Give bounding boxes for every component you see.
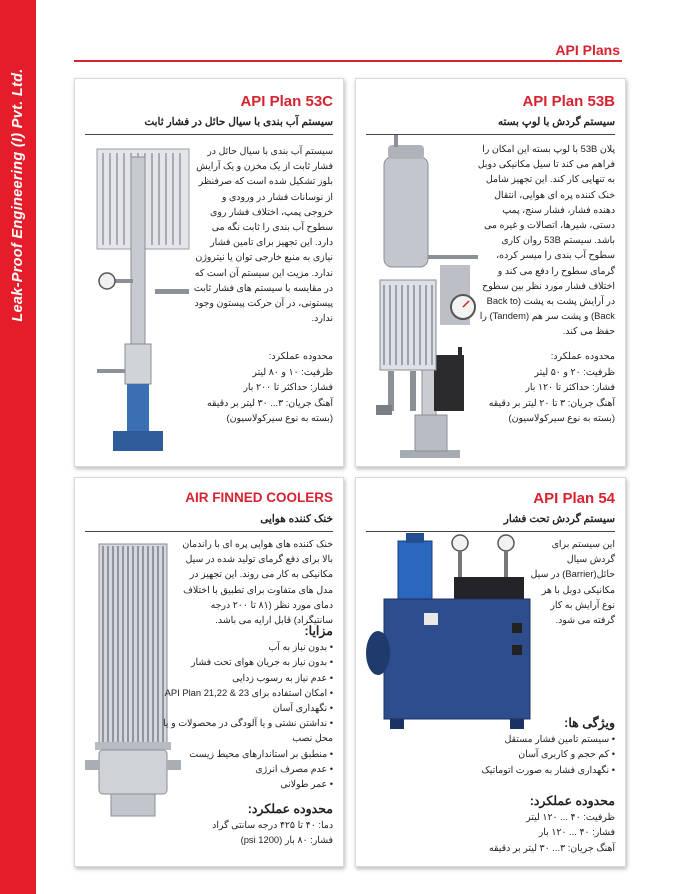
spec-line: ظرفیت: ۱۰ و ۸۰ لیتر — [252, 366, 333, 378]
feature-item: • سیستم تامین فشار مستقل — [445, 731, 615, 746]
card-rule — [85, 531, 333, 532]
card-title: API Plan 54 — [533, 490, 615, 507]
feature-item: • عدم نیاز به رسوب زدایی — [158, 670, 333, 685]
brand-sidebar — [0, 0, 36, 894]
card-description: پلان 53B با لوپ بسته این امکان را فراهم می کند تا سیل مکانیکی دوبل به تنهایی کار کند. این تجهیز شامل خنک کننده پره ای هوایی، انتقال دهنده فشار، فشار سنج، پمپ دستی، شیرها، اتصالات و غیره می باشد. سیستم 53B روان کاری سطوح آب بندی را میسر کرده، گرمای سطوح را دفع می کند و اختلاف فشار مورد نظر بین سطوح در آرایش پشت به پشت (Back to Back) و پشت سر هم (Tandem) را حفظ می کند. — [477, 143, 615, 337]
card-description: خنک کننده های هوایی پره ای با راندمان بالا برای دفع گرمای تولید شده در سیل مکانیکی به کار می روند. این تجهیز در مدل های متفاوت برای تطبیق با اختلاف دمای مورد نظر (۸۱ تا ۲۰۰ درجه سانتیگراد) قابل ارایه می باشد. — [182, 538, 333, 626]
feature-item: • عدم مصرف انرژی — [158, 761, 333, 776]
spec-line: فشار: ۸۰ بار (1200 psi) — [240, 834, 333, 846]
specs-heading: محدوده عملکرد: — [247, 802, 333, 816]
feature-item: • نگهداری آسان — [158, 700, 333, 715]
spec-line: دما: ۴۰ تا ۴۲۵ درجه سانتی گراد — [212, 819, 333, 831]
card-specs — [183, 343, 333, 425]
card-rule — [85, 134, 333, 135]
section-title: API Plans — [555, 42, 620, 58]
card-subtitle: سیستم آب بندی با سیال حائل در فشار ثابت — [144, 116, 333, 128]
feature-item: • منطبق بر استاندارهای محیط زیست — [158, 746, 333, 761]
card-air-finned-coolers — [74, 477, 344, 867]
spec-line: (بسته به نوع سیرکولاسیون) — [226, 411, 333, 423]
spec-line: آهنگ جریان: ۳... ۳۰ لیتر بر دقیقه — [207, 396, 333, 408]
card-title: API Plan 53B — [522, 93, 615, 110]
feature-item: • عمر طولانی — [158, 776, 333, 791]
card-api-plan-54 — [355, 477, 626, 867]
card-api-plan-53c — [74, 78, 344, 467]
card-subtitle: سیستم گردش با لوپ بسته — [497, 116, 615, 128]
spec-line: آهنگ جریان: ۳... ۳۰ لیتر بر دقیقه — [489, 841, 615, 853]
feature-item: • بدون نیاز به آب — [158, 639, 333, 654]
card-description: این سیستم برای گردش سیال حائل(Barrier) در سیل مکانیکی دوبل با هر نوع آرایش به کار گرفته می شود. — [530, 538, 615, 626]
card-specs — [455, 343, 615, 425]
card-description: سیستم آب بندی با سیال حائل در فشار ثابت از یک مخزن و یک آرایش بلوز تشکیل شده است که صرفنظر از نوسانات فشار در ورودی و خروجی پمپ، اختلاف فشار روی سطوح آب بندی را ثابت نگه می دارد. این تجهیز برای تامین فشار نیازی به منبع خارجی توان یا نیتروژن ندارد. مزیت این سیستم آن است که در مقایسه با سیستم های فشار ثابت پیستونی، در آن حرکت پیستون وجود ندارد. — [193, 145, 333, 324]
card-rule — [366, 531, 615, 532]
card-title: API Plan 53C — [240, 93, 333, 110]
specs-heading: محدوده عملکرد: — [529, 794, 615, 808]
spec-line: فشار: حداکثر تا ۱۲۰ بار — [525, 381, 615, 393]
feature-item: • کم حجم و کاربری آسان — [445, 746, 615, 761]
card-api-plan-53b — [355, 78, 626, 467]
feature-item: • نداشتن نشتی و یا آلودگی در محصولات و یا محل نصب — [158, 715, 333, 745]
spec-line: فشار: حداکثر تا ۲۰۰ بار — [243, 381, 333, 393]
card-body — [475, 141, 615, 339]
section-divider — [74, 60, 622, 62]
company-name: Leak-Proof Engineering (I) Pvt. Ltd. — [9, 68, 26, 322]
spec-line: فشار: ۴۰ ... ۱۲۰ بار — [538, 826, 615, 838]
spec-line: ظرفیت: ۴۰ ... ۱۲۰ لیتر — [526, 811, 615, 823]
card-subtitle: سیستم گردش تحت فشار — [503, 513, 615, 525]
feature-item: • نگهداری فشار به صورت اتوماتیک — [445, 762, 615, 777]
feature-item: • بدون نیاز به جریان هوای تحت فشار — [158, 654, 333, 669]
card-features — [158, 618, 333, 791]
card-body — [193, 143, 333, 325]
spec-line: (بسته به نوع سیرکولاسیون) — [508, 411, 615, 423]
features-heading: ویژگی ها: — [564, 716, 615, 730]
card-body — [173, 536, 333, 627]
card-features — [445, 710, 615, 777]
card-body — [529, 536, 615, 627]
card-specs — [158, 796, 333, 848]
card-title: AIR FINNED COOLERS — [185, 490, 333, 505]
spec-line: آهنگ جریان: ۳ تا ۲۰ لیتر بر دقیقه — [488, 396, 615, 408]
plan-54-illustration — [362, 533, 532, 733]
feature-item: • امکان استفاده برای API Plan 21,22 & 23 — [158, 685, 333, 700]
specs-heading: محدوده عملکرد: — [550, 351, 615, 362]
specs-heading: محدوده عملکرد: — [268, 351, 333, 362]
card-subtitle: خنک کننده هوایی — [260, 513, 333, 525]
features-heading: مزایا: — [304, 624, 333, 638]
spec-line: ظرفیت: ۲۰ و ۵۰ لیتر — [534, 366, 615, 378]
card-specs — [445, 788, 615, 855]
